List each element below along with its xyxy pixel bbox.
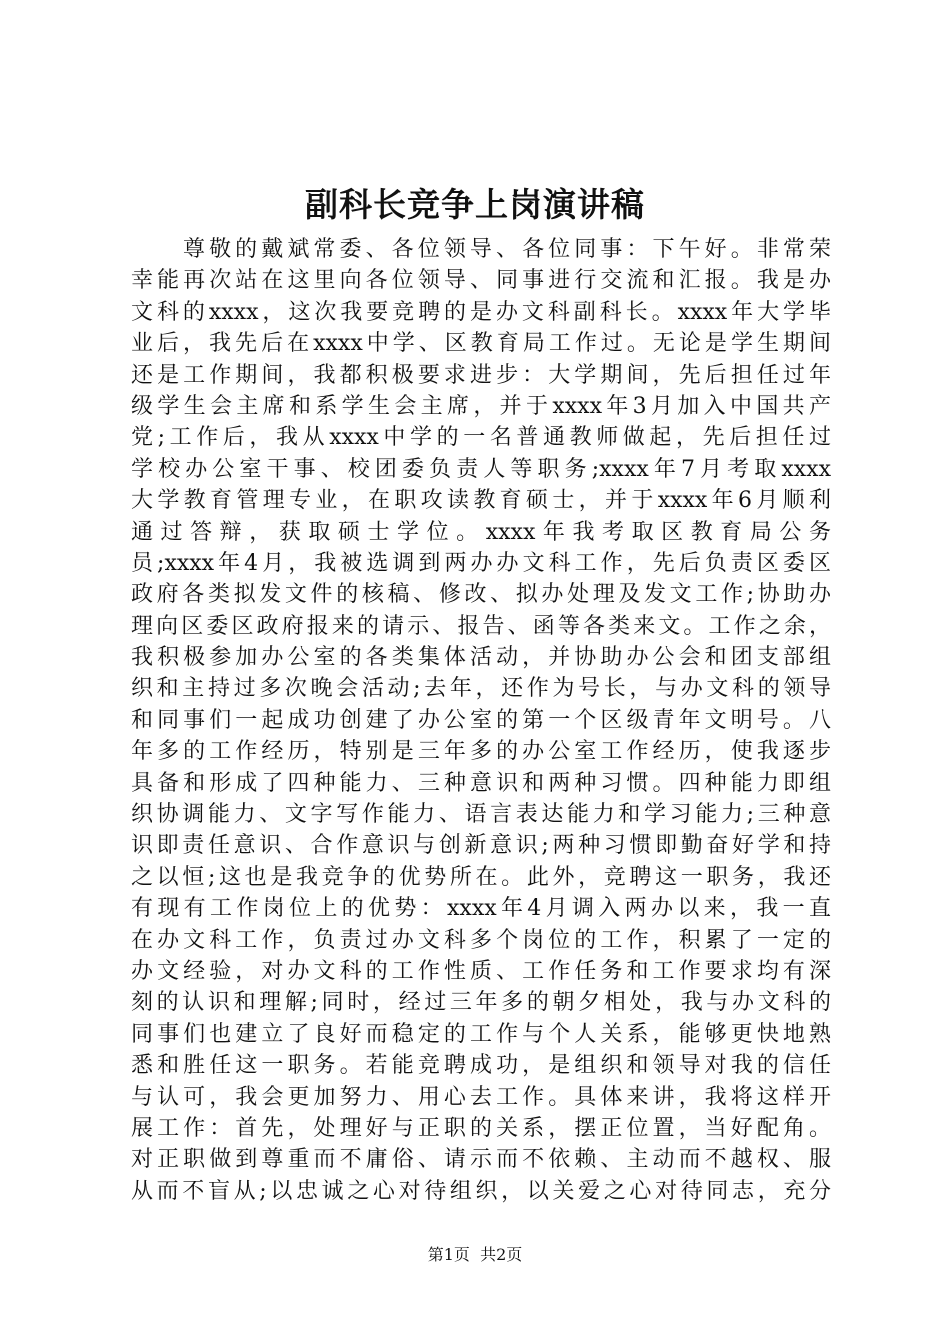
page-footer [0,1243,950,1267]
body-line: 悉和胜任这一职务。若能竞聘成功，是组织和领导对我的信任 [131,1053,831,1079]
body-line: 级学生会主席和系学生会主席，并于xxxx年3月加入中国共产 [131,393,831,419]
body-line: 对正职做到尊重而不庸俗、请示而不依赖、主动而不越权、服 [131,1147,831,1173]
body-line: 大学教育管理专业，在职攻读教育硕士，并于xxxx年6月顺利 [131,488,831,514]
body-line: 理向区委区政府报来的请示、报告、函等各类来文。工作之余， [131,613,831,639]
body-line: 展工作：首先，处理好与正职的关系，摆正位置，当好配角。 [131,1115,831,1141]
body-line: 员;xxxx年4月，我被选调到两办办文科工作，先后负责区委区 [131,550,831,576]
body-line: 通过答辩，获取硕士学位。xxxx年我考取区教育局公务 [131,519,831,545]
body-line: 与认可，我会更加努力、用心去工作。具体来讲，我将这样开 [131,1084,831,1110]
page-number: 第1页 [427,1245,470,1264]
body-line: 还是工作期间，我都积极要求进步：大学期间，先后担任过年 [131,362,831,388]
body-line: 识即责任意识、合作意识与创新意识;两种习惯即勤奋好学和持 [131,833,831,859]
body-line: 之以恒;这也是我竞争的优势所在。此外，竞聘这一职务，我还 [131,864,831,890]
body-line: 织协调能力、文字写作能力、语言表达能力和学习能力;三种意 [131,802,831,828]
body-line: 从而不盲从;以忠诚之心对待组织，以关爱之心对待同志，充分 [131,1178,831,1204]
page-total: 共2页 [480,1245,523,1264]
body-line: 党;工作后，我从xxxx中学的一名普通教师做起，先后担任过 [131,425,831,451]
body-line: 具备和形成了四种能力、三种意识和两种习惯。四种能力即组 [131,770,831,796]
body-line: 业后，我先后在xxxx中学、区教育局工作过。无论是学生期间 [131,331,831,357]
body-line: 尊敬的戴斌常委、各位领导、各位同事：下午好。非常荣 [183,237,831,262]
body-line: 政府各类拟发文件的核稿、修改、拟办处理及发文工作;协助办 [131,582,831,608]
document-title: 副科长竞争上岗演讲稿 [305,185,645,224]
body-line: 办文经验，对办文科的工作性质、工作任务和工作要求均有深 [131,958,831,984]
body-line: 织和主持过多次晚会活动;去年，还作为号长，与办文科的领导 [131,676,831,702]
body-line: 有现有工作岗位上的优势：xxxx年4月调入两办以来，我一直 [131,896,831,922]
document-body [131,234,831,1207]
body-line: 刻的认识和理解;同时，经过三年多的朝夕相处，我与办文科的 [131,990,831,1016]
body-line: 年多的工作经历，特别是三年多的办公室工作经历，使我逐步 [131,739,831,765]
body-line: 幸能再次站在这里向各位领导、同事进行交流和汇报。我是办 [131,268,831,294]
body-line: 我积极参加办公室的各类集体活动，并协助办公会和团支部组 [131,645,831,671]
body-line: 同事们也建立了良好而稳定的工作与个人关系，能够更快地熟 [131,1021,831,1047]
body-line: 文科的xxxx，这次我要竞聘的是办文科副科长。xxxx年大学毕 [131,299,831,325]
body-line: 和同事们一起成功创建了办公室的第一个区级青年文明号。八 [131,707,831,733]
body-line: 学校办公室干事、校团委负责人等职务;xxxx年7月考取xxxx [131,456,831,482]
body-line: 在办文科工作，负责过办文科多个岗位的工作，积累了一定的 [131,927,831,953]
